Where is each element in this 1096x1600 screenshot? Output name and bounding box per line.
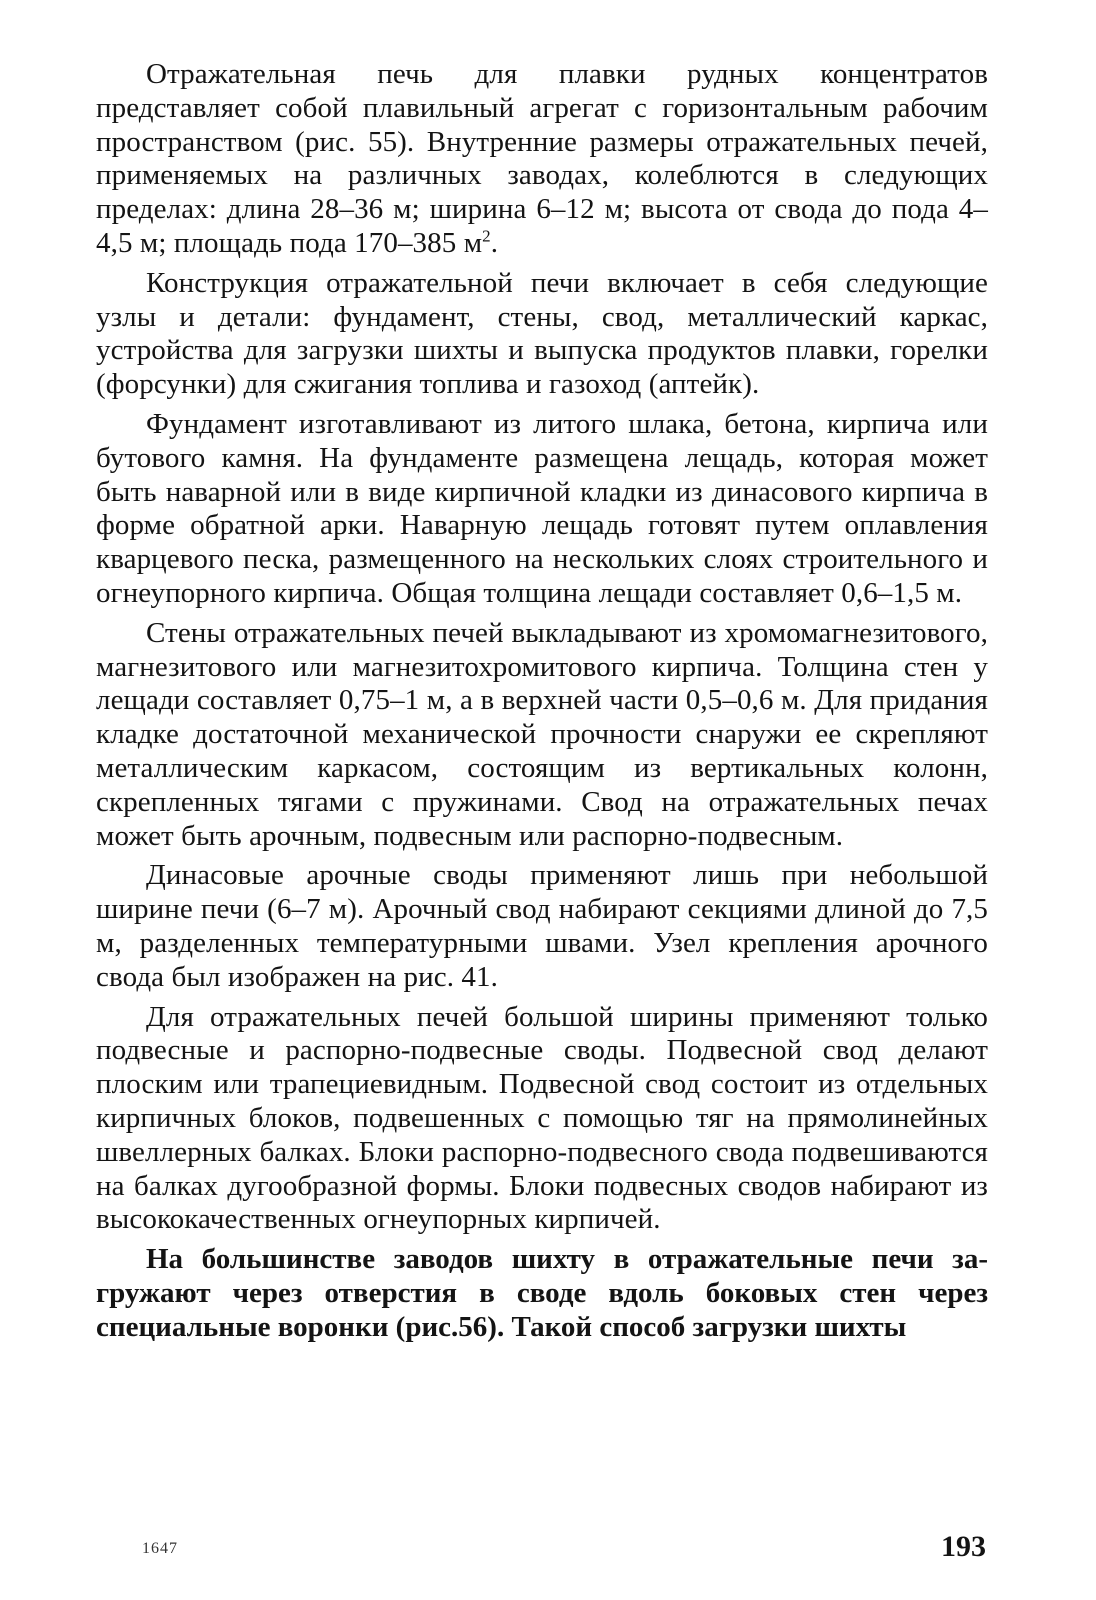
print-order-code: 1647	[142, 1540, 178, 1557]
page-footer	[96, 1530, 988, 1570]
paragraph-text: Отражательная печь для плавки рудных концентратов представляет собой плавильный агрегат с горизонтальным рабочим пространством (рис. 55). Внутренние размеры отражательных печей, применяемых на различных заводах, колеблются в следующих пределах: длина 28–36 м; ширина 6–12 м; высота от свода до пода 4–4,5 м; площадь пода 170–385 м	[96, 58, 988, 259]
paragraph-suspended-roofs: Для отражательных печей большой ширины применяют только подвесные и распорно-подвесные своды. Подвесной свод делают плоским или трапециевидным. Подвесной свод состоит из отдельных кирпичных блоков, подвешенных с помощью тяг на прямолинейных швеллерных балках. Блоки распорно-подвесного свода подвешиваются на балках дугообразной формы. Блоки подвесных сводов набирают из высококачественных огнеупорных кирпичей.	[96, 1000, 988, 1236]
paragraph-reverberatory-furnace-definition	[96, 58, 988, 261]
paragraph-end-period: .	[490, 226, 499, 259]
paragraph-foundation: Фундамент изготавливают из литого шлака, бетона, кирпича или бутового камня. На фундаменте размещена лещадь, которая может быть наварной или в виде кирпичной кладки из динасового кирпича в форме обратной арки. Наварную лещадь готовят путем оплавления кварцевого песка, размещенного на нескольких слоях строительного и огнеупорного кирпича. Общая толщина лещади составляет 0,6–1,5 м.	[96, 407, 988, 609]
superscript-square: 2	[482, 226, 491, 246]
page-number: 193	[941, 1530, 986, 1563]
paragraph-walls: Стены отражательных печей выкладывают из хромомагнезитового, магнезитового или магнезитохромитового кирпича. Толщина стен у лещади составляет 0,75–1 м, а в верхней части 0,5–0,6 м. Для придания кладке достаточной механической прочности снаружи ее скрепляют металлическим каркасом, состоящим из вертикальных колонн, скрепленных тягами с пружинами. Свод на отражательных печах может быть арочным, подвесным или распорно-подвесным.	[96, 616, 988, 852]
paragraph-charge-loading: На большинстве заводов шихту в отражательные печи загружают через отверстия в своде вдоль боковых стен через специальные воронки (рис.56). Такой способ загрузки шихты	[96, 1243, 988, 1343]
paragraph-arched-roofs: Динасовые арочные своды применяют лишь при небольшой ширине печи (6–7 м). Арочный свод набирают секциями длиной до 7,5 м, разделенных температурными швами. Узел крепления арочного свода был изображен на рис. 41.	[96, 859, 988, 993]
paragraph-furnace-construction: Конструкция отражательной печи включает в себя следующие узлы и детали: фундамент, стены, свод, металлический каркас, устройства для загрузки шихты и выпуска продуктов плавки, горелки (форсунки) для сжигания топлива и газоход (аптейк).	[96, 266, 988, 401]
body-text	[96, 58, 988, 1350]
